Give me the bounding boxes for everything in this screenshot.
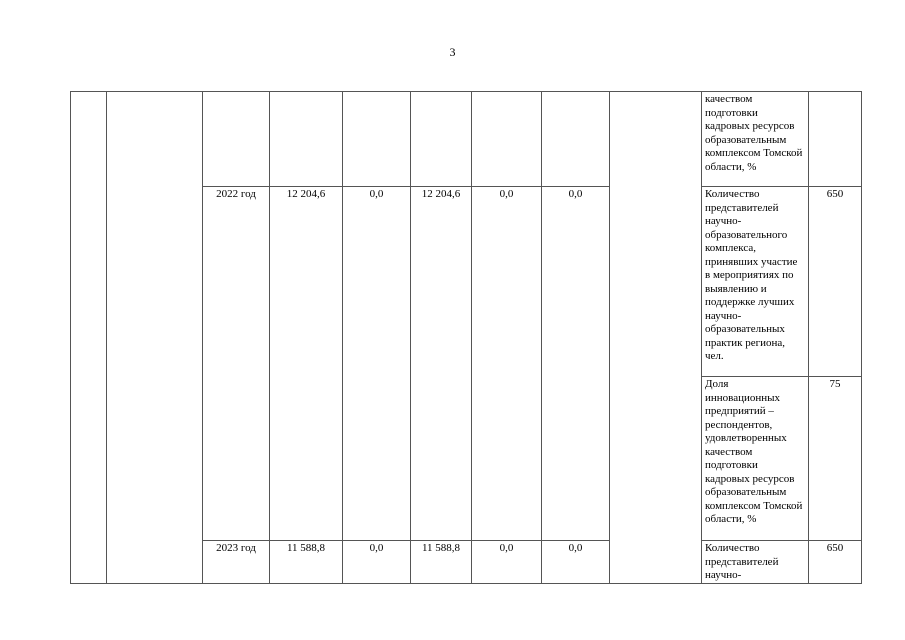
indicator-value-cell: 75: [809, 377, 862, 541]
year-cell: 2023 год: [203, 541, 270, 584]
total-cell: 11 588,8: [270, 541, 343, 584]
indicator-cell: Количество представителей научно-образовательного комплекса, принявших участие в мероприятиях по выявлению и поддержке лучших научно-образовательных практик региона, чел.: [702, 187, 809, 377]
extra-budget-cell: 0,0: [542, 541, 610, 584]
empty-cell: [71, 92, 107, 584]
empty-cell: [107, 92, 203, 584]
regional-cell: 12 204,6: [411, 187, 472, 541]
indicator-cell: Количество представителей научно-: [702, 541, 809, 584]
federal-cell: 0,0: [343, 541, 411, 584]
indicator-value-cell: 650: [809, 541, 862, 584]
page-number: 3: [449, 45, 456, 59]
federal-cell: 0,0: [343, 187, 411, 541]
indicator-value-cell: [809, 92, 862, 187]
federal-cell: [343, 92, 411, 187]
year-cell: [203, 92, 270, 187]
total-cell: [270, 92, 343, 187]
regional-cell: 11 588,8: [411, 541, 472, 584]
local-cell: 0,0: [472, 541, 542, 584]
year-cell: 2022 год: [203, 187, 270, 541]
local-cell: 0,0: [472, 187, 542, 541]
empty-cell: [610, 92, 702, 584]
total-cell: 12 204,6: [270, 187, 343, 541]
regional-cell: [411, 92, 472, 187]
local-cell: [472, 92, 542, 187]
indicator-value-cell: 650: [809, 187, 862, 377]
table-row: [71, 92, 862, 187]
budget-indicators-table: [70, 91, 862, 584]
extra-budget-cell: 0,0: [542, 187, 610, 541]
indicator-cell: Доля инновационных предприятий – респондентов, удовлетворенных качеством подготовки кадровых ресурсов образовательным комплексом Томской области, %: [702, 377, 809, 541]
extra-budget-cell: [542, 92, 610, 187]
indicator-cell: качеством подготовки кадровых ресурсов образовательным комплексом Томской области, %: [702, 92, 809, 187]
